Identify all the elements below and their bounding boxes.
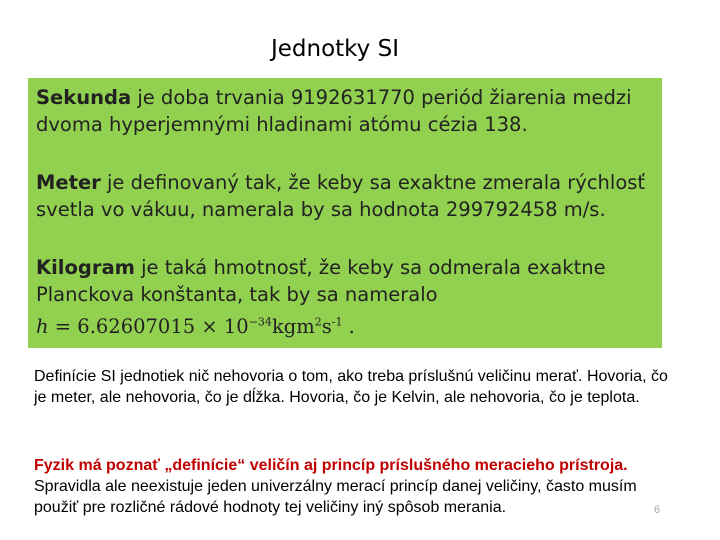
meter-definition	[36, 169, 645, 223]
second-text-line1: je doba trvania 9192631770 periód žiarenia medzi	[131, 86, 632, 109]
meter-text-line2: svetla vo vákuu, namerala by sa hodnota 299792458 m/s.	[36, 198, 606, 221]
planck-formula	[36, 315, 355, 338]
highlight-text: Fyzik má poznať „definície“ veličín aj princíp príslušného meracieho prístroja.	[34, 457, 628, 474]
slide-number: 6	[654, 504, 661, 516]
second-term: Sekunda	[36, 86, 132, 109]
formula-lhs: h	[36, 314, 49, 338]
paragraph-rest-text: Spravidla ale neexistuje jeden univerzálny merací princíp danej veličiny, často musím použiť pre rozličné rádové hodnoty tej veličiny iný spôsob merania.	[34, 478, 637, 516]
page-title: Jednotky SI	[270, 36, 399, 62]
formula-end: .	[342, 314, 355, 338]
formula-unit: kgm	[271, 314, 315, 338]
unit-exponent-1: 2	[314, 315, 322, 328]
kilogram-definition	[36, 254, 606, 340]
paragraph-definitions-note: Definície SI jednotiek nič nehovoria o tom, ako treba príslušnú veličinu merať. Hovoria, čo je meter, ale nehovoria, čo je dĺžka. Hovoria, čo je Kelvin, ale nehovoria, čo je teplota.	[34, 368, 668, 406]
unit-exponent-2: -1	[331, 315, 343, 328]
paragraph-measurement-note	[34, 455, 684, 518]
kilogram-text-line1: je taká hmotnosť, že keby sa odmerala exaktne	[134, 256, 606, 279]
si-definitions-box	[28, 78, 662, 348]
second-text-line2: dvoma hyperjemnými hladinami atómu cézia 138.	[36, 113, 528, 136]
meter-term: Meter	[36, 171, 101, 194]
formula-exponent: −34	[248, 315, 272, 328]
unit-s: s	[321, 314, 332, 338]
formula-value: = 6.62607015 × 10	[48, 314, 249, 338]
second-definition	[36, 84, 632, 138]
meter-text-line1: je definovaný tak, že keby sa exaktne zmerala rýchlosť	[100, 171, 646, 194]
kilogram-text-line2: Planckova konštanta, tak by sa nameralo	[36, 283, 438, 306]
kilogram-term: Kilogram	[36, 256, 135, 279]
